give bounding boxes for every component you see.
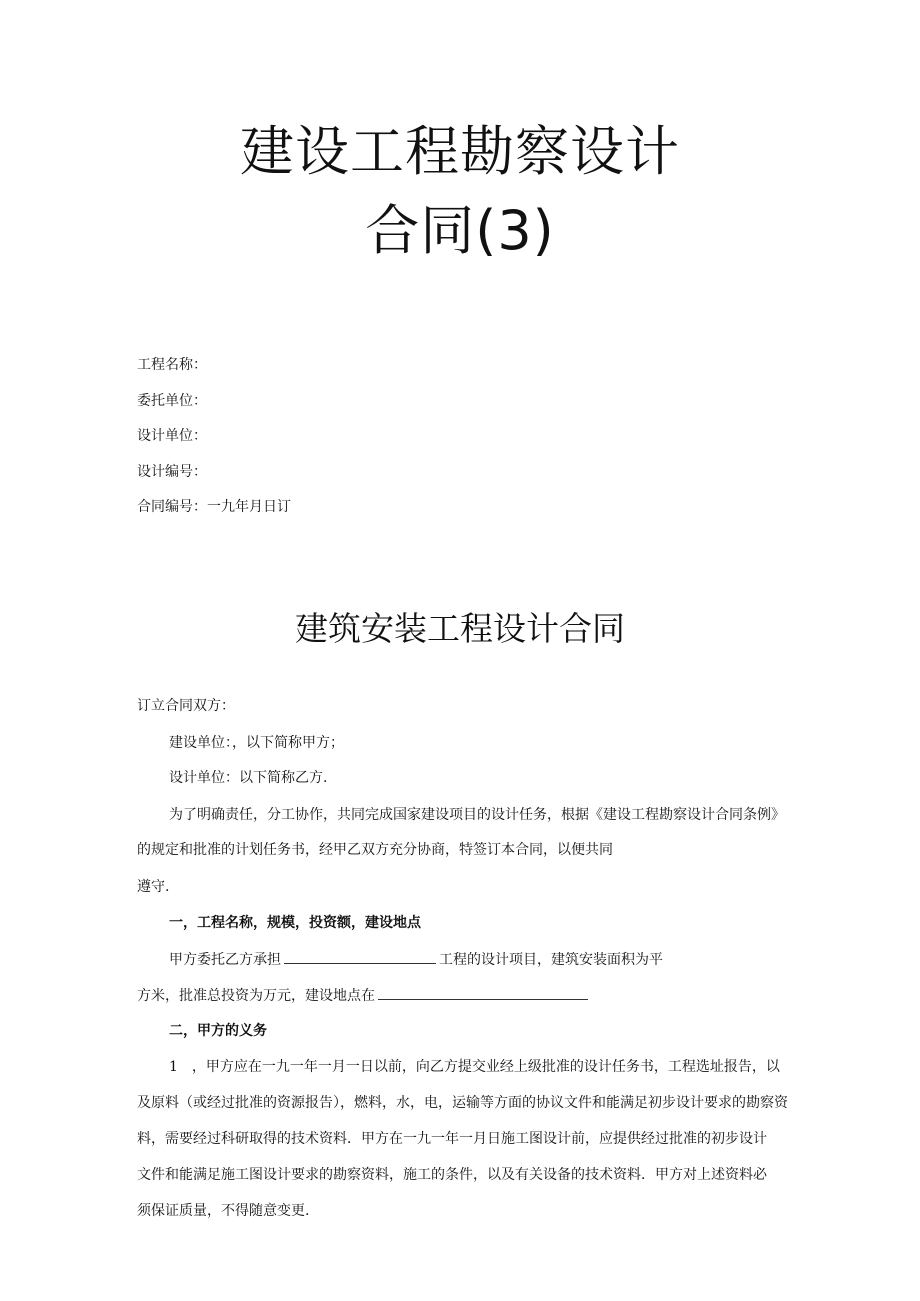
cover-field-design-number	[137, 462, 213, 482]
parties-intro: 订立合同双方：	[137, 698, 235, 714]
cover-field-label: 委托单位：	[137, 393, 207, 409]
cover-field-label: 合同编号：	[137, 499, 207, 515]
fill-in-blank	[284, 949, 436, 964]
cover-field-label: 工程名称：	[137, 357, 207, 373]
contract-title: 建筑安装工程设计合同	[295, 609, 625, 648]
cover-field-design-unit	[137, 426, 213, 446]
section-1-line-1	[169, 949, 663, 970]
party-b: 设计单位：以下简称乙方.	[169, 770, 328, 786]
fill-in-blank	[378, 985, 588, 1000]
section-1-line-2	[137, 985, 591, 1006]
cover-field-value: 一九年月日订	[207, 499, 291, 515]
section-1-text: 方米，批准总投资为万元，建设地点在	[137, 988, 375, 1004]
section-2-para-1-line-5: 须保证质量，不得随意变更.	[137, 1203, 310, 1219]
cover-field-label: 设计编号：	[137, 464, 207, 480]
section-2-heading: 二，甲方的义务	[169, 1023, 267, 1039]
preamble-line-3: 遵守.	[137, 879, 170, 895]
preamble-line-1: 为了明确责任，分工协作，共同完成国家建设项目的设计任务，根据《建设工程勘察设计合同条例》	[169, 807, 785, 823]
cover-field-project-name	[137, 355, 213, 375]
document-title-line-2: 合同(3)	[365, 199, 555, 262]
section-2-para-1-line-1: 1 ，甲方应在一九一年一月一日以前，向乙方提交业经上级批准的设计任务书，工程选址报告，以	[169, 1059, 780, 1075]
section-1-text: 甲方委托乙方承担	[169, 952, 281, 968]
section-1-heading: 一，工程名称，规模，投资额，建设地点	[169, 915, 421, 931]
cover-field-client	[137, 391, 213, 411]
section-2-para-1-line-4: 文件和能满足施工图设计要求的勘察资料，施工的条件，以及有关设备的技术资料．甲方对上述资料必	[137, 1167, 767, 1183]
section-1-text: 工程的设计项目，建筑安装面积为平	[439, 952, 663, 968]
preamble-line-2: 的规定和批准的计划任务书，经甲乙双方充分协商，特签订本合同，以便共同	[137, 842, 613, 858]
section-2-para-1-line-3: 料，需要经过科研取得的技术资料．甲方在一九一年一月日施工图设计前，应提供经过批准的初步设计	[137, 1131, 767, 1147]
party-a: 建设单位：，以下简称甲方；	[169, 735, 344, 751]
cover-field-label: 设计单位：	[137, 428, 207, 444]
cover-field-contract-number	[137, 497, 291, 517]
document-title-line-1: 建设工程勘察设计	[240, 120, 680, 183]
section-2-para-1-line-2: 及原料（或经过批准的资源报告），燃料，水，电，运输等方面的协议文件和能满足初步设计要求的勘察资	[137, 1095, 788, 1111]
